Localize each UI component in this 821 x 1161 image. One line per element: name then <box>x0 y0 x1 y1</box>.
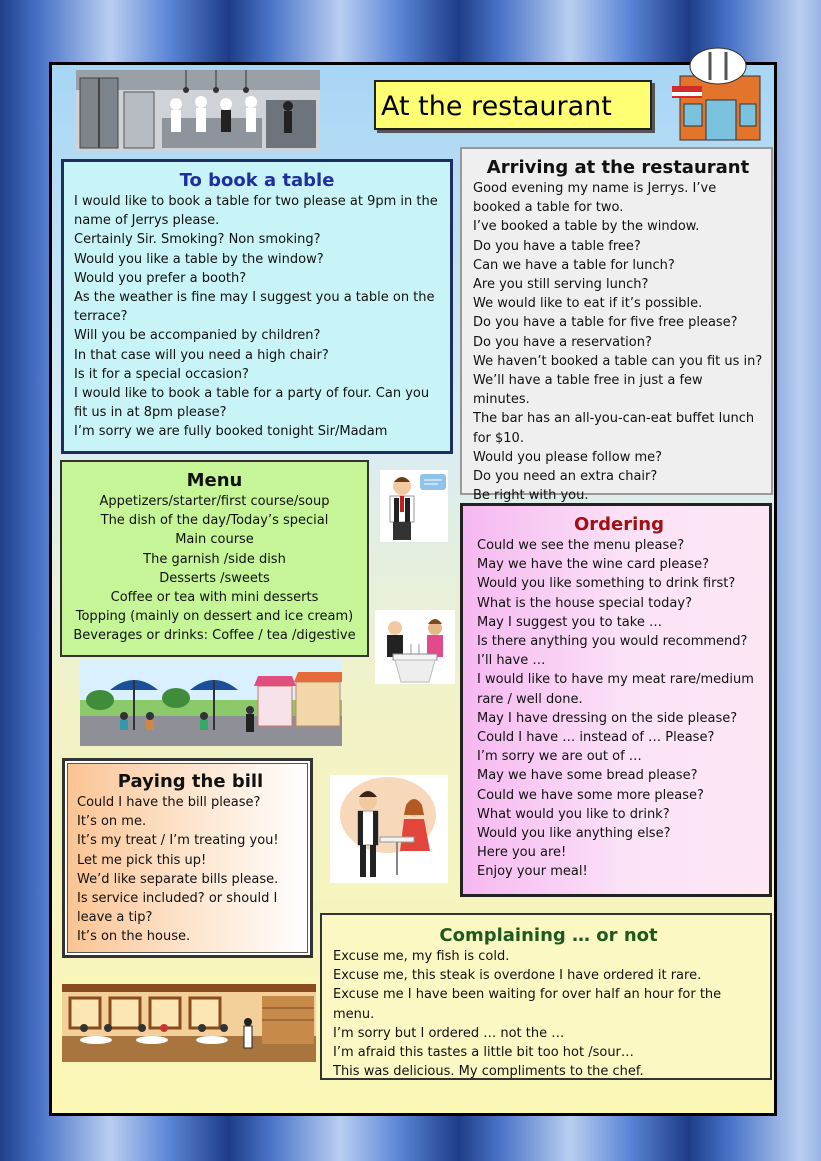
menu-lines <box>66 492 363 646</box>
restaurant-building-illustration <box>670 46 768 142</box>
book-line: I would like to book a table for two please at 9pm in the name of Jerrys please. <box>74 194 438 229</box>
book-line: As the weather is fine may I suggest you a table on the terrace? <box>74 290 435 325</box>
menu-line: Appetizers/starter/first course/soup <box>99 494 330 509</box>
complaining-section <box>320 913 772 1080</box>
arriving-line: Do you have a reservation? <box>473 334 652 350</box>
menu-line: The dish of the day/Today’s special <box>100 513 329 529</box>
arriving-line: Be right with you. <box>473 488 589 504</box>
arriving-line: Do you have a table free? <box>473 238 641 254</box>
arriving-line: Do you need an extra chair? <box>473 469 658 485</box>
menu-line: Coffee or tea with mini desserts <box>110 590 319 606</box>
paying-line: We’d like separate bills please. <box>77 871 279 887</box>
book-table-lines <box>74 192 440 442</box>
ordering-lines <box>477 536 761 882</box>
book-line: Certainly Sir. Smoking? Non smoking? <box>74 232 321 248</box>
waiter-speech-illustration <box>380 470 448 542</box>
arriving-line: The bar has an all-you-can-eat buffet lunch for $10. <box>473 411 755 446</box>
ordering-section <box>460 503 772 897</box>
complaining-line: Excuse me, my fish is cold. <box>333 949 510 964</box>
paying-bill-lines <box>77 793 304 947</box>
menu-section <box>60 460 369 657</box>
restaurant-interior-illustration <box>62 984 316 1062</box>
paying-bill-section <box>62 758 313 958</box>
paying-line: It’s on me. <box>77 814 147 830</box>
arriving-line: I’ve booked a table by the window. <box>473 219 700 235</box>
paying-line: It’s on the house. <box>77 929 191 945</box>
complaining-line: I’m sorry but I ordered … not the … <box>333 1025 565 1041</box>
terrace-cafe-illustration <box>80 660 342 746</box>
book-line: Would you prefer a booth? <box>74 270 247 286</box>
paying-line: Let me pick this up! <box>77 852 207 868</box>
book-table-heading: To book a table <box>179 170 335 191</box>
menu-line: Topping (mainly on dessert and ice cream) <box>75 609 354 625</box>
arriving-line: We haven’t booked a table can you fit us in? <box>473 353 763 369</box>
paying-line: Could I have the bill please? <box>77 795 261 810</box>
arriving-lines <box>473 179 763 505</box>
menu-line: Main course <box>175 532 254 548</box>
ordering-line: Could I have … instead of … Please? <box>477 730 715 746</box>
menu-line: Desserts /sweets <box>159 570 270 586</box>
ordering-line: Would you like something to drink first? <box>477 576 736 592</box>
book-line: Will you be accompanied by children? <box>74 328 321 344</box>
book-line: I would like to book a table for a party of four. Can you fit us in at 8pm please? <box>74 386 430 421</box>
complaining-line: I’m afraid this tastes a little bit too hot /sour… <box>333 1045 634 1061</box>
ordering-line: I’m sorry we are out of … <box>477 749 642 765</box>
arriving-line: We’ll have a table free in just a few minutes. <box>473 373 703 408</box>
ordering-line: Would you like anything else? <box>477 826 671 842</box>
arriving-heading: Arriving at the restaurant <box>486 157 750 178</box>
ordering-line: Could we see the menu please? <box>477 538 685 553</box>
ordering-line: What would you like to drink? <box>477 806 670 822</box>
complaining-line: Excuse me, this steak is overdone I have ordered it rare. <box>333 968 702 984</box>
paying-line: It’s my treat / I’m treating you! <box>77 833 279 849</box>
menu-line: Beverages or drinks: Coffee / tea /digestive <box>73 628 356 644</box>
arriving-line: We would like to eat if it’s possible. <box>473 296 703 312</box>
ordering-line: I would like to have my meat rare/medium rare / well done. <box>477 672 754 707</box>
paying-line: Is service included? or should I leave a tip? <box>77 891 278 926</box>
complaining-heading: Complaining … or not <box>439 925 658 946</box>
complaining-line: Excuse me I have been waiting for over half an hour for the menu. <box>333 987 722 1022</box>
kitchen-illustration <box>76 70 320 152</box>
book-line: Is it for a special occasion? <box>74 366 249 382</box>
arriving-line: Good evening my name is Jerrys. I’ve booked a table for two. <box>473 181 717 216</box>
ordering-line: May I suggest you to take … <box>477 614 662 630</box>
menu-heading: Menu <box>186 470 243 491</box>
paying-bill-heading: Paying the bill <box>117 771 264 792</box>
ordering-line: Is there anything you would recommend? <box>477 634 748 650</box>
complaining-line: This was delicious. My compliments to the chef. <box>333 1064 644 1080</box>
arriving-line: Would you please follow me? <box>473 449 663 465</box>
ordering-line: May we have some bread please? <box>477 768 698 784</box>
page-title: At the restaurant <box>374 80 652 130</box>
menu-line: The garnish /side dish <box>143 551 286 567</box>
book-line: Would you like a table by the window? <box>74 251 324 267</box>
arriving-section <box>460 147 773 504</box>
book-line: In that case will you need a high chair? <box>74 347 329 363</box>
ordering-line: May we have the wine card please? <box>477 557 709 573</box>
ordering-line: May I have dressing on the side please? <box>477 710 738 726</box>
book-table-section <box>61 159 453 454</box>
ordering-line: Enjoy your meal! <box>477 864 588 880</box>
arriving-line: Are you still serving lunch? <box>473 277 649 293</box>
book-line: I’m sorry we are fully booked tonight Sir/Madam <box>74 424 388 440</box>
ordering-line: What is the house special today? <box>477 595 692 611</box>
waiter-serving-illustration <box>330 775 448 883</box>
ordering-line: Could we have some more please? <box>477 787 704 803</box>
ordering-heading: Ordering <box>573 514 665 535</box>
arriving-line: Do you have a table for five free please? <box>473 315 738 331</box>
couple-dining-illustration <box>375 610 455 684</box>
ordering-line: Here you are! <box>477 845 567 861</box>
complaining-lines <box>333 947 764 1081</box>
arriving-line: Can we have a table for lunch? <box>473 257 675 273</box>
ordering-line: I’ll have … <box>477 653 546 669</box>
